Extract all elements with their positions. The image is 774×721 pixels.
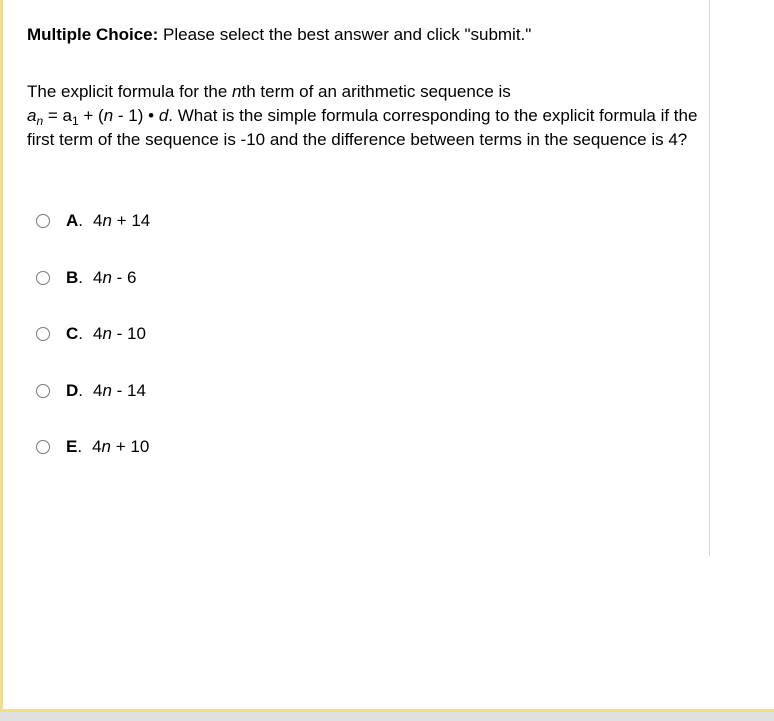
option-dot: . bbox=[77, 437, 83, 456]
option-d[interactable] bbox=[36, 379, 150, 403]
frame-bottom-bar bbox=[0, 709, 774, 721]
option-c[interactable] bbox=[36, 322, 150, 346]
question-part-1: The explicit formula for the bbox=[27, 82, 233, 101]
formula-minus-one: - 1) • bbox=[113, 106, 159, 125]
question-part-2: th term of an arithmetic sequence is bbox=[241, 82, 511, 101]
radio-button-icon[interactable] bbox=[36, 440, 50, 454]
option-letter: A bbox=[66, 211, 79, 230]
radio-button-icon[interactable] bbox=[36, 384, 50, 398]
option-text: 4n - 6 bbox=[93, 267, 137, 287]
radio-button-icon[interactable] bbox=[36, 327, 50, 341]
radio-button-icon[interactable] bbox=[36, 271, 50, 285]
formula-subscript-n: n bbox=[36, 114, 44, 128]
instruction-line bbox=[27, 25, 531, 45]
instruction-text: Please select the best answer and click "submit." bbox=[163, 25, 532, 44]
option-dot: . bbox=[78, 324, 84, 343]
frame-left-border bbox=[0, 0, 3, 712]
instruction-label: Multiple Choice: bbox=[27, 25, 159, 44]
option-text: 4n + 10 bbox=[92, 437, 150, 456]
answer-options bbox=[36, 209, 150, 492]
formula-subscript-1: 1 bbox=[72, 114, 79, 128]
option-letter: D bbox=[66, 380, 79, 400]
option-a[interactable] bbox=[36, 209, 150, 233]
formula-equals-a: = a bbox=[43, 106, 72, 125]
content-divider bbox=[709, 0, 710, 556]
question-part-3: . What is the simple formula corresponding to the explicit formula if the first term of the sequence is -10 and the difference between terms in the sequence is 4? bbox=[27, 106, 698, 149]
formula-plus: + ( bbox=[78, 106, 104, 125]
option-letter: B bbox=[66, 267, 79, 287]
question-var-n: n bbox=[232, 82, 242, 101]
formula-a: a bbox=[27, 106, 37, 125]
option-b[interactable] bbox=[36, 266, 150, 290]
option-dot: . bbox=[78, 267, 84, 287]
radio-button-icon[interactable] bbox=[36, 214, 50, 228]
option-text: 4n - 10 bbox=[93, 324, 146, 343]
option-letter: C bbox=[66, 324, 79, 343]
option-dot: . bbox=[78, 380, 84, 400]
option-text: 4n - 14 bbox=[93, 380, 146, 400]
formula-var-n: n bbox=[103, 106, 114, 125]
option-dot: . bbox=[78, 211, 84, 230]
question-text bbox=[27, 80, 702, 152]
option-e[interactable] bbox=[36, 435, 150, 459]
formula-var-d: d bbox=[158, 106, 169, 125]
option-letter: E bbox=[66, 437, 78, 456]
option-text: 4n + 14 bbox=[93, 211, 151, 230]
